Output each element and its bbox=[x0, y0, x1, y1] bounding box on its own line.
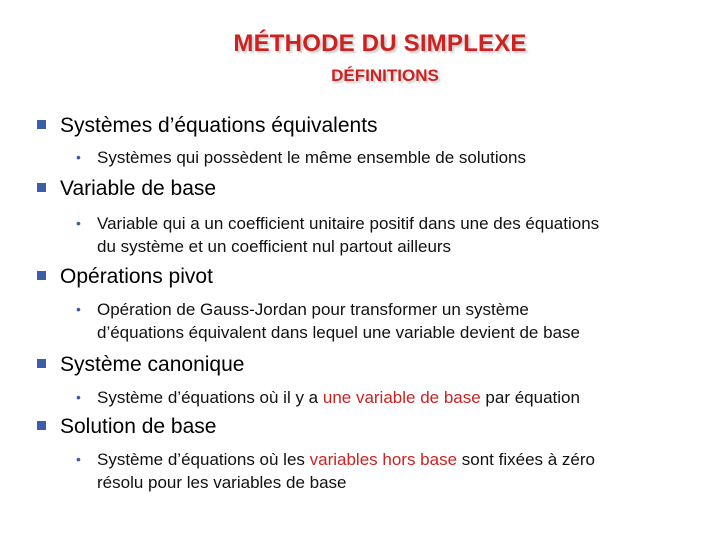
square-bullet-icon bbox=[37, 271, 46, 280]
definition-line: Variable qui a un coefficient unitaire positif dans une des équations bbox=[97, 214, 600, 233]
definition-item-basic-solution bbox=[37, 414, 595, 494]
round-bullet-icon: • bbox=[76, 215, 81, 231]
definition-heading bbox=[37, 264, 580, 290]
definition-term: Systèmes d’équations équivalents bbox=[60, 114, 378, 137]
definition-term: Système canonique bbox=[60, 353, 245, 376]
definition-line: Opération de Gauss-Jordan pour transformer un système bbox=[97, 300, 529, 319]
definition-line: du système et un coefficient nul partout ailleurs bbox=[97, 237, 452, 256]
square-bullet-icon bbox=[37, 120, 46, 129]
definition-text bbox=[76, 448, 596, 494]
definition-text bbox=[76, 146, 527, 169]
definition-line: Système d’équations où il y a bbox=[97, 388, 323, 407]
round-bullet-icon: • bbox=[76, 389, 81, 405]
definition-item-pivot-operations bbox=[37, 264, 580, 344]
definition-term: Opérations pivot bbox=[60, 265, 213, 288]
definition-heading bbox=[37, 176, 599, 202]
square-bullet-icon bbox=[37, 421, 46, 430]
highlighted-term: une variable de base bbox=[322, 388, 481, 407]
highlighted-term: variables hors base bbox=[309, 450, 458, 469]
slide-title: MÉTHODE DU SIMPLEXE bbox=[233, 30, 527, 57]
definition-line bbox=[97, 448, 595, 471]
definition-heading bbox=[37, 414, 595, 440]
definition-item-canonical-system bbox=[37, 352, 580, 409]
definition-line: Systèmes qui possèdent le même ensemble de solutions bbox=[97, 148, 527, 167]
round-bullet-icon: • bbox=[76, 149, 81, 165]
definition-text bbox=[76, 298, 580, 344]
definition-heading bbox=[37, 113, 526, 139]
definition-line-part: sont fixées à zéro bbox=[457, 450, 596, 469]
slide-subtitle: DÉFINITIONS bbox=[331, 66, 439, 85]
definition-term: Variable de base bbox=[60, 177, 217, 200]
round-bullet-icon: • bbox=[76, 301, 81, 317]
definition-heading bbox=[37, 352, 580, 378]
definition-item-basic-variable bbox=[37, 176, 599, 258]
square-bullet-icon bbox=[37, 359, 46, 368]
definition-line: résolu pour les variables de base bbox=[97, 473, 347, 492]
definition-item-equivalent-systems bbox=[37, 113, 526, 169]
square-bullet-icon bbox=[37, 183, 46, 192]
definition-term: Solution de base bbox=[60, 415, 217, 438]
round-bullet-icon: • bbox=[76, 451, 81, 467]
definition-text bbox=[76, 386, 580, 409]
definition-text bbox=[76, 212, 600, 258]
definition-line: par équation bbox=[480, 388, 580, 407]
definition-line-part: Système d’équations où les bbox=[97, 450, 310, 469]
definition-line: d’équations équivalent dans lequel une variable devient de base bbox=[97, 323, 580, 342]
